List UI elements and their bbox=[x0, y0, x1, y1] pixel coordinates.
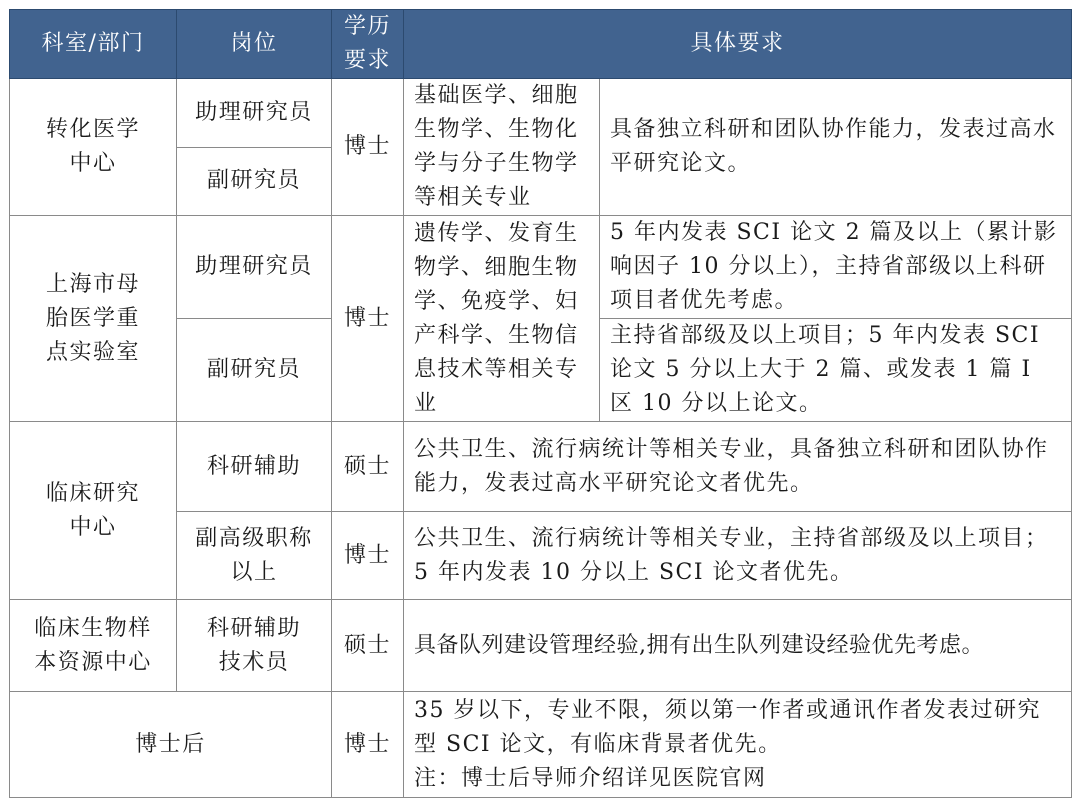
table-row bbox=[10, 216, 1072, 319]
requirement-cell bbox=[404, 692, 1072, 798]
position-cell: 科研辅助技术员 bbox=[177, 600, 332, 692]
position-cell: 助理研究员 bbox=[177, 216, 332, 319]
dept-clinical-research: 临床研究中心 bbox=[10, 422, 177, 600]
dept-postdoc: 博士后 bbox=[10, 692, 332, 798]
header-education: 学历要求 bbox=[332, 10, 404, 79]
dept-translational: 转化医学中心 bbox=[10, 79, 177, 216]
education-cell: 博士 bbox=[332, 692, 404, 798]
postdoc-note: 注：博士后导师介绍详见医院官网 bbox=[414, 765, 767, 791]
requirement-cell: 具备独立科研和团队协作能力，发表过高水平研究论文。 bbox=[600, 79, 1072, 216]
dept-maternal-fetal: 上海市母胎医学重点实验室 bbox=[10, 216, 177, 422]
major-cell: 基础医学、细胞生物学、生物化学与分子生物学等相关专业 bbox=[404, 79, 600, 216]
header-position: 岗位 bbox=[177, 10, 332, 79]
requirement-cell: 主持省部级及以上项目；5 年内发表 SCI 论文 5 分以上大于 2 篇、或发表 1 篇 I 区 10 分以上论文。 bbox=[600, 319, 1072, 422]
header-dept: 科室/部门 bbox=[10, 10, 177, 79]
position-cell: 助理研究员 bbox=[177, 79, 332, 148]
table-row bbox=[10, 692, 1072, 798]
requirement-cell: 5 年内发表 SCI 论文 2 篇及以上（累计影响因子 10 分以上），主持省部级以上科研项目者优先考虑。 bbox=[600, 216, 1072, 319]
table-header-row bbox=[10, 10, 1072, 79]
requirement-cell: 公共卫生、流行病统计等相关专业，主持省部级及以上项目；5 年内发表 10 分以上 SCI 论文者优先。 bbox=[404, 512, 1072, 600]
education-cell: 博士 bbox=[332, 512, 404, 600]
table-row bbox=[10, 422, 1072, 512]
table-row bbox=[10, 79, 1072, 148]
major-cell: 遗传学、发育生物学、细胞生物学、免疫学、妇产科学、生物信息技术等相关专业 bbox=[404, 216, 600, 422]
requirement-cell: 公共卫生、流行病统计等相关专业，具备独立科研和团队协作能力，发表过高水平研究论文者优先。 bbox=[404, 422, 1072, 512]
education-cell: 博士 bbox=[332, 216, 404, 422]
position-cell: 副研究员 bbox=[177, 147, 332, 216]
header-requirements: 具体要求 bbox=[404, 10, 1072, 79]
requirement-cell: 具备队列建设管理经验,拥有出生队列建设经验优先考虑。 bbox=[404, 600, 1072, 692]
table-row bbox=[10, 600, 1072, 692]
education-cell: 硕士 bbox=[332, 600, 404, 692]
position-cell: 科研辅助 bbox=[177, 422, 332, 512]
recruitment-table bbox=[9, 9, 1072, 798]
education-cell: 博士 bbox=[332, 79, 404, 216]
education-cell: 硕士 bbox=[332, 422, 404, 512]
dept-biobank: 临床生物样本资源中心 bbox=[10, 600, 177, 692]
position-cell: 副高级职称以上 bbox=[177, 512, 332, 600]
postdoc-requirement-text: 35 岁以下，专业不限，须以第一作者或通讯作者发表过研究型 SCI 论文，有临床背景者优先。 bbox=[414, 697, 1041, 757]
position-cell: 副研究员 bbox=[177, 319, 332, 422]
